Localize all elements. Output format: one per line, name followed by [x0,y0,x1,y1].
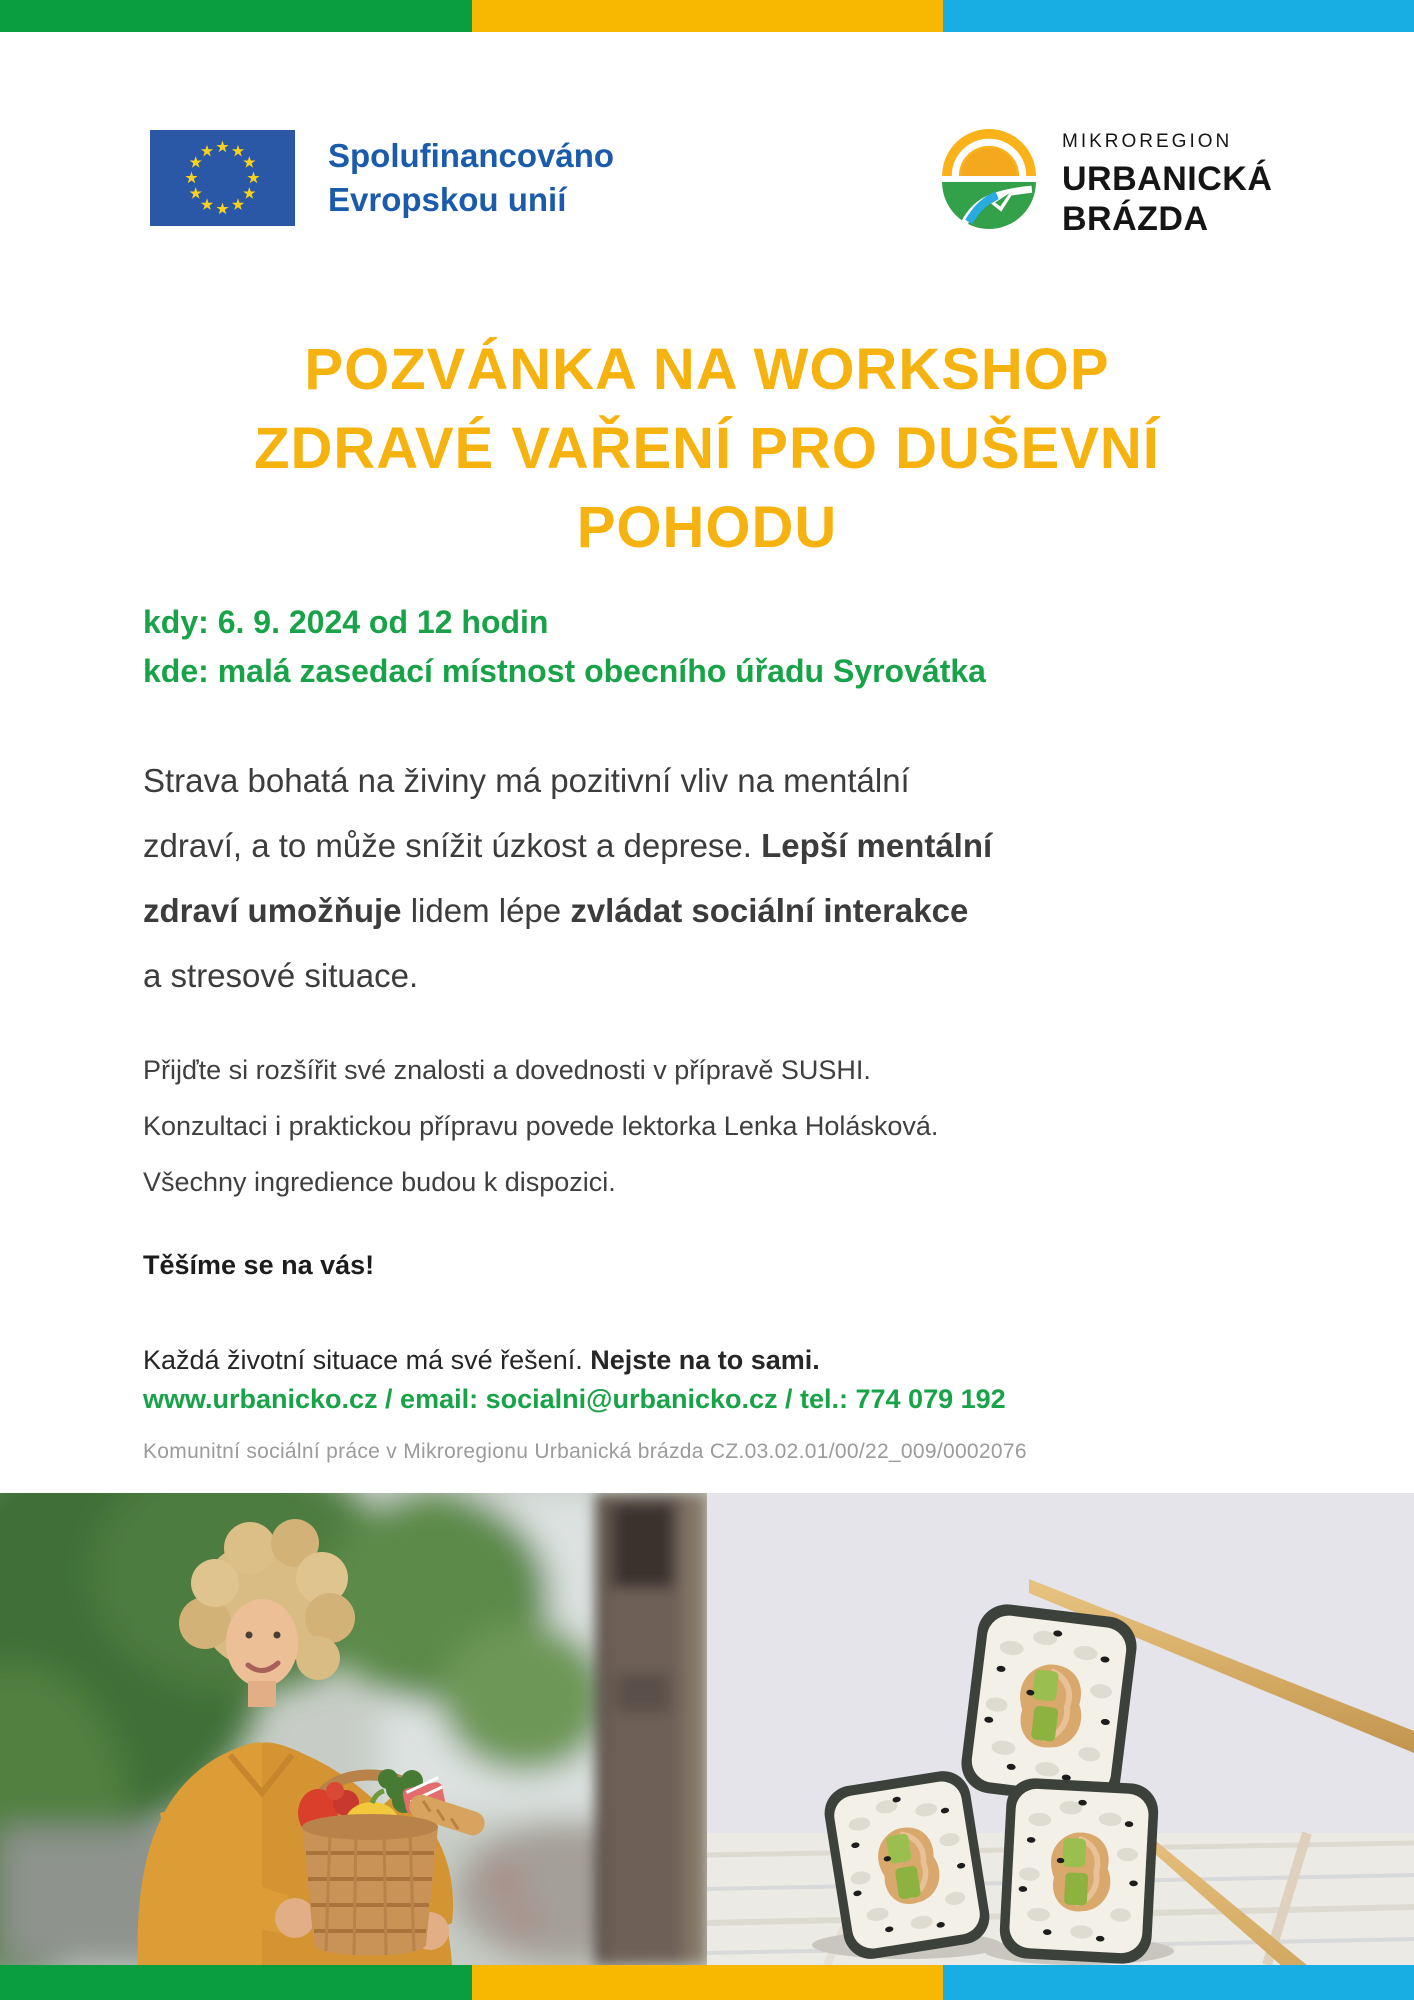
stripe-green [0,0,472,32]
schedule-block [143,598,986,696]
details-line-1: Přijďte si rozšířit své znalosti a dovednosti v přípravě SUSHI. [143,1055,871,1085]
title-line-1: POZVÁNKA NA WORKSHOP [304,337,1110,402]
details-line-2: Konzultaci i praktickou přípravu povede lektorka Lenka Holásková. [143,1111,939,1141]
woman-with-grocery-basket-photo [0,1493,707,1965]
mikroregion-wordmark [1062,131,1272,239]
bottom-color-stripe [0,1965,1414,2000]
closing-line: Těšíme se na vás! [143,1250,375,1280]
schedule-where: kde: malá zasedací místnost obecního úřadu Syrovátka [143,653,986,689]
title-line-2: ZDRAVÉ VAŘENÍ PRO DUŠEVNÍ [254,416,1160,481]
details-paragraph [143,1042,1293,1210]
eu-cofunded-label [328,134,614,222]
stripe-blue [943,1965,1414,2000]
schedule-when: kdy: 6. 9. 2024 od 12 hodin [143,604,549,640]
top-color-stripe [0,0,1414,32]
intro-paragraph: Strava bohatá na živiny má pozitivní vliv na mentální zdraví, a to může snížit úzkost a deprese. Lepší mentální zdraví umožňuje lidem lépe zvládat sociální interakce a stresové situace. [143,762,993,994]
eu-cofunded-line2: Evropskou unií [328,181,567,218]
stripe-blue [943,0,1414,32]
mikroregion-emblem-icon [938,128,1040,235]
mikroregion-name-line2: BRÁZDA [1062,200,1209,238]
eu-flag-icon [150,130,295,231]
project-code-line: Komunitní sociální práce v Mikroregionu Urbanická brázda CZ.03.02.01/00/22_009/0002076 [143,1440,1027,1463]
mikroregion-label: MIKROREGION [1062,131,1233,152]
poster-title [0,330,1414,567]
stripe-yellow [472,1965,943,2000]
title-line-3: POHODU [576,495,838,560]
stripe-yellow [472,0,943,32]
mikroregion-name-line1: URBANICKÁ [1062,160,1273,198]
details-line-3: Všechny ingredience budou k dispozici. [143,1167,616,1197]
stripe-green [0,1965,472,2000]
sushi-rolls-chopsticks-photo [707,1493,1414,1965]
eu-cofunded-line1: Spolufinancováno [328,137,615,174]
tagline-line: Každá životní situace má své řešení. Nejste na to sami. [143,1345,820,1375]
contact-line: www.urbanicko.cz / email: socialni@urbanicko.cz / tel.: 774 079 192 [143,1384,1006,1414]
